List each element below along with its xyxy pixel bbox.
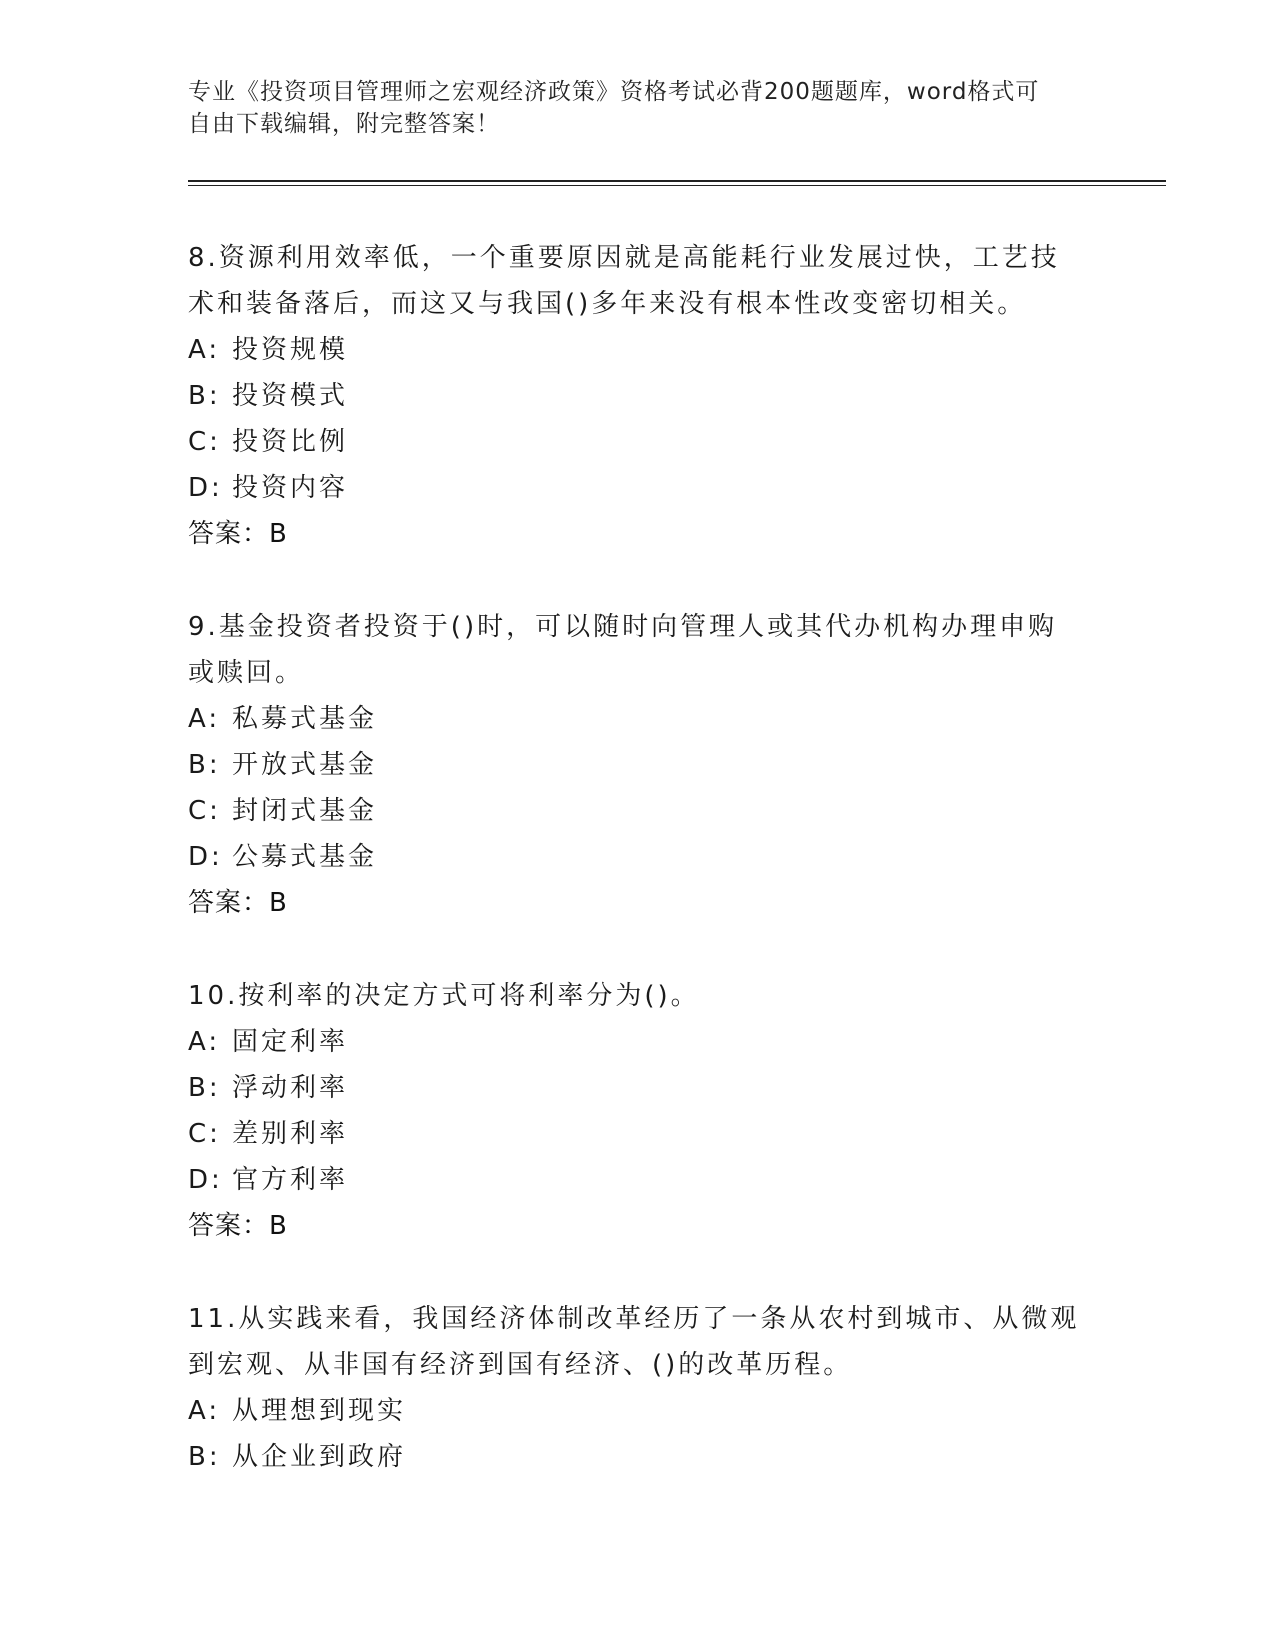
answer-option [188, 1434, 1088, 1480]
option-text: 浮动利率 [232, 1073, 349, 1103]
option-letter: A: [188, 335, 221, 365]
answer-option [188, 419, 1088, 465]
question-item [188, 1296, 1088, 1480]
question-stem-line: 或赎回。 [188, 658, 305, 688]
option-text: 从理想到现实 [232, 1396, 407, 1426]
option-text: 公募式基金 [232, 842, 378, 872]
option-text: 封闭式基金 [232, 796, 378, 826]
answer-option [188, 696, 1088, 742]
document-header [188, 76, 1088, 140]
option-text: 投资模式 [232, 381, 349, 411]
answer-option [188, 373, 1088, 419]
question-item [188, 973, 1088, 1249]
header-line-1: 专业《投资项目管理师之宏观经济政策》资格考试必背200题题库，word格式可 [188, 79, 1040, 105]
answer-option [188, 327, 1088, 373]
answer-option [188, 1388, 1088, 1434]
header-rule-thin [188, 185, 1166, 186]
option-text: 从企业到政府 [232, 1442, 407, 1472]
option-letter: D: [188, 1165, 223, 1195]
question-item [188, 235, 1088, 557]
header-rule-thick [188, 180, 1166, 182]
option-text: 投资内容 [232, 473, 349, 503]
question-list [188, 235, 1088, 1527]
answer-option [188, 465, 1088, 511]
answer-key: 答案：B [188, 519, 288, 549]
answer-option [188, 1019, 1088, 1065]
option-letter: C: [188, 1119, 221, 1149]
answer-option [188, 1065, 1088, 1111]
question-stem-line: 11.从实践来看，我国经济体制改革经历了一条从农村到城市、从微观 [188, 1304, 1080, 1334]
option-letter: B: [188, 750, 221, 780]
option-letter: C: [188, 796, 221, 826]
option-text: 差别利率 [232, 1119, 349, 1149]
option-text: 固定利率 [232, 1027, 349, 1057]
header-line-2: 自由下载编辑，附完整答案！ [188, 111, 500, 137]
option-text: 私募式基金 [232, 704, 378, 734]
answer-key: 答案：B [188, 1211, 288, 1241]
option-letter: B: [188, 381, 221, 411]
answer-option [188, 1111, 1088, 1157]
question-stem-line: 术和装备落后，而这又与我国()多年来没有根本性改变密切相关。 [188, 289, 1027, 319]
question-stem-line: 9.基金投资者投资于()时，可以随时向管理人或其代办机构办理申购 [188, 612, 1058, 642]
option-letter: A: [188, 704, 221, 734]
question-item [188, 604, 1088, 926]
option-text: 官方利率 [232, 1165, 349, 1195]
question-stem-line: 到宏观、从非国有经济到国有经济、()的改革历程。 [188, 1350, 853, 1380]
option-letter: D: [188, 473, 223, 503]
option-text: 开放式基金 [232, 750, 378, 780]
option-letter: B: [188, 1442, 221, 1472]
option-letter: B: [188, 1073, 221, 1103]
answer-option [188, 742, 1088, 788]
option-letter: A: [188, 1396, 221, 1426]
answer-option [188, 788, 1088, 834]
option-letter: C: [188, 427, 221, 457]
option-letter: A: [188, 1027, 221, 1057]
option-letter: D: [188, 842, 223, 872]
answer-key: 答案：B [188, 888, 288, 918]
option-text: 投资规模 [232, 335, 349, 365]
question-stem-line: 10.按利率的决定方式可将利率分为()。 [188, 981, 700, 1011]
question-stem-line: 8.资源利用效率低，一个重要原因就是高能耗行业发展过快，工艺技 [188, 243, 1060, 273]
answer-option [188, 1157, 1088, 1203]
option-text: 投资比例 [232, 427, 349, 457]
answer-option [188, 834, 1088, 880]
